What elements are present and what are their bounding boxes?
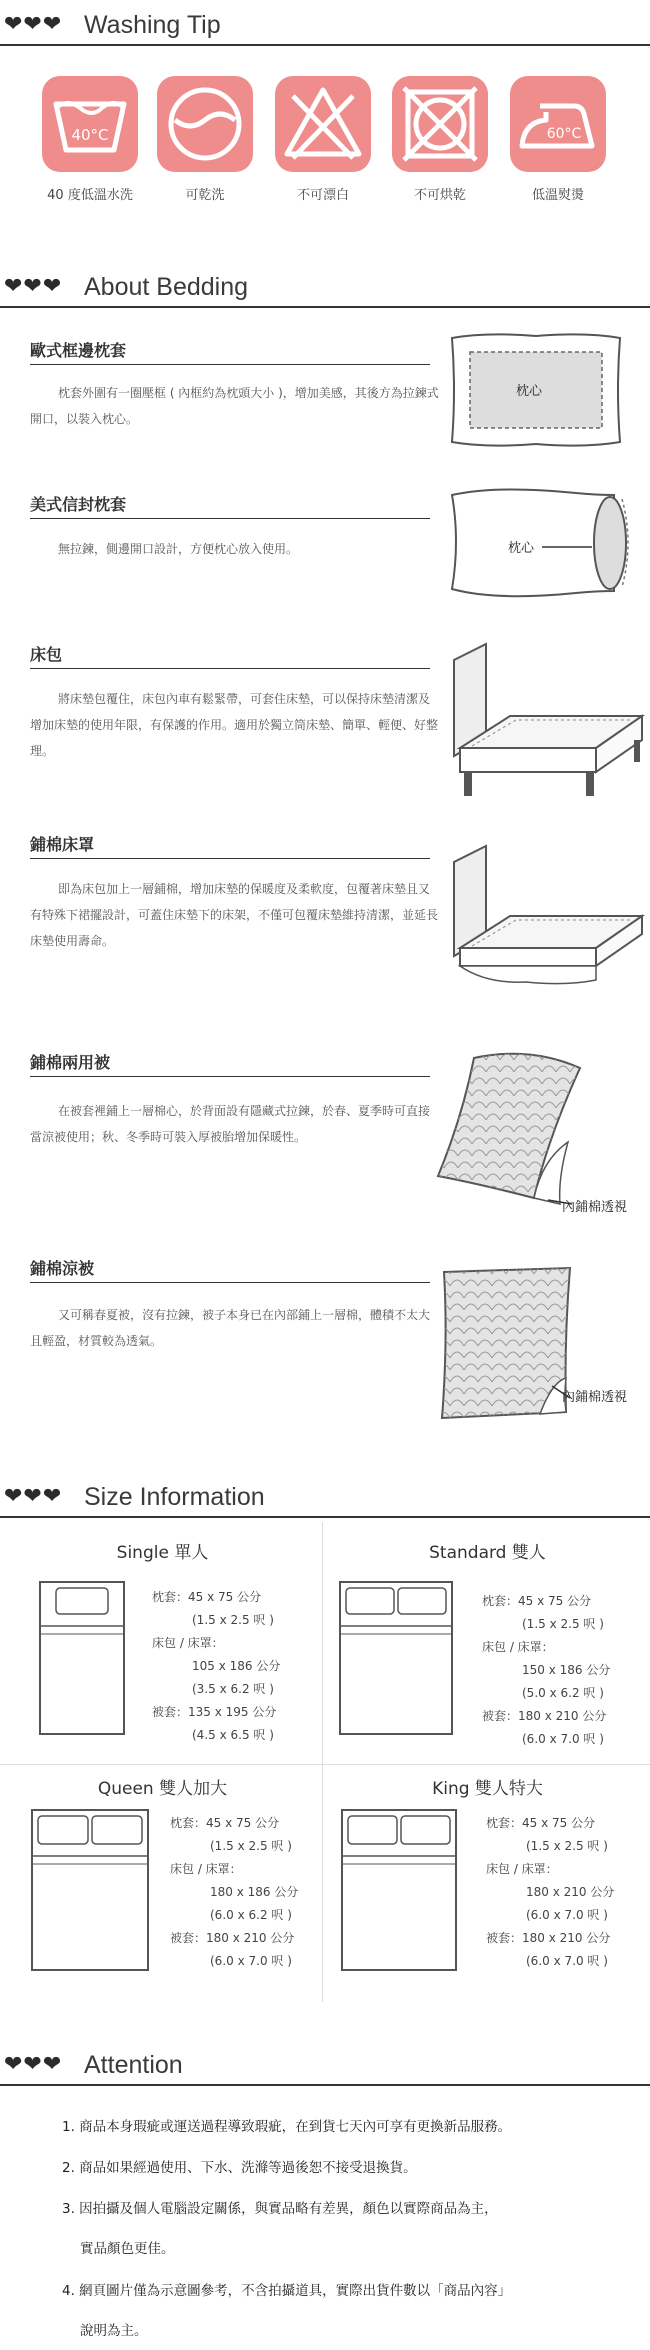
- about-bedding-header: [0, 268, 650, 308]
- bedding-item-rule: [30, 668, 430, 669]
- wash-40-label: 40 度低溫水洗: [47, 188, 133, 203]
- size-title-queen: Queen 雙人加大: [97, 1779, 228, 1799]
- about-bedding-title: About Bedding: [84, 273, 249, 301]
- size-spec-standard: 枕套：45 x 75 公分 (1.5 x 2.5 呎 ) 床包 / 床罩： 150 x 186 公分 (5.0 x 6.2 呎 ) 被套：180 x 210 公分 (6.0 x 7.0 呎 ): [482, 1594, 611, 1746]
- size-title-single: Single 單人: [116, 1543, 209, 1563]
- hearts-icon: ❤❤❤: [4, 12, 63, 37]
- attention-item: 2. 商品如果經過使用、下水、洗滌等過後恕不接受退換貨。: [62, 2160, 417, 2176]
- section-rule: [0, 1516, 650, 1518]
- hearts-icon: ❤❤❤: [4, 1484, 63, 1509]
- size-information-title: Size Information: [84, 1483, 265, 1511]
- king-bed-diagram: [340, 1808, 460, 1980]
- queen-bed-diagram: [30, 1808, 152, 1980]
- dry-clean-icon: [157, 76, 253, 172]
- dual-quilt-illustration: [430, 1048, 590, 1217]
- bedding-item-title: 鋪棉床罩: [30, 835, 95, 854]
- fitted-sheet-illustration: [446, 640, 646, 814]
- bedding-item-rule: [30, 1282, 430, 1283]
- no-tumble-dry-icon: [392, 76, 488, 172]
- svg-text:40°C: 40°C: [71, 126, 109, 144]
- pillow-insert-label: 枕心: [508, 541, 535, 556]
- size-spec-queen: 枕套：45 x 75 公分 (1.5 x 2.5 呎 ) 床包 / 床罩： 180 x 186 公分 (6.0 x 6.2 呎 ) 被套：180 x 210 公分 (6.0 x 7.0 呎 ): [170, 1816, 299, 1968]
- bedding-item-desc: 又可稱春夏被，沒有拉鍊，被子本身已在內部鋪上一層棉，體積不太大且輕盈，材質較為透氣。: [30, 1308, 431, 1348]
- bedding-item-title: 鋪棉涼被: [30, 1259, 95, 1278]
- hearts-icon: ❤❤❤: [4, 2052, 63, 2077]
- quilted-bedspread-illustration: [446, 842, 646, 1016]
- attention-header: [0, 2046, 650, 2086]
- bedding-item-rule: [30, 364, 430, 365]
- size-grid-divider: [0, 1764, 650, 1765]
- wash-40-icon: [42, 76, 138, 172]
- bedding-item-title: 歐式框邊枕套: [30, 341, 127, 360]
- attention-item: 1. 商品本身瑕疵或運送過程導致瑕疵，在到貨七天內可享有更換新品服務。: [62, 2119, 512, 2135]
- bedding-item-rule: [30, 858, 430, 859]
- size-title-king: King 雙人特大: [432, 1779, 543, 1799]
- attention-item: 3. 因拍攝及個人電腦設定關係，與實品略有差異，顏色以實際商品為主， 實品顏色更佳。: [62, 2201, 498, 2257]
- washing-tip-header: [0, 6, 650, 46]
- attention-item: 4. 網頁圖片僅為示意圖參考，不含拍攝道具，實際出貨件數以「商品內容」 說明為主。: [62, 2283, 512, 2339]
- bedding-item-title: 床包: [30, 645, 63, 664]
- size-title-standard: Standard 雙人: [429, 1543, 546, 1563]
- hearts-icon: ❤❤❤: [4, 274, 63, 299]
- bedding-item-desc: 在被套裡鋪上一層棉心，於背面設有隱藏式拉鍊，於春、夏季時可直接當涼被使用；秋、冬季時可裝入厚被胎增加保暖性。: [30, 1104, 431, 1144]
- size-spec-king: 枕套：45 x 75 公分 (1.5 x 2.5 呎 ) 床包 / 床罩： 180 x 210 公分 (6.0 x 7.0 呎 ) 被套：180 x 210 公分 (6.0 x 7.0 呎 ): [486, 1816, 615, 1968]
- section-rule: [0, 306, 650, 308]
- euro-pillowcase-illustration: [446, 330, 626, 454]
- size-spec-single: 枕套：45 x 75 公分 (1.5 x 2.5 呎 ) 床包 / 床罩： 105 x 186 公分 (3.5 x 6.2 呎 ) 被套：135 x 195 公分 (4.5 x 6.5 呎 ): [152, 1590, 281, 1742]
- washing-tip-title: Washing Tip: [84, 11, 221, 39]
- bedding-item-rule: [30, 518, 430, 519]
- size-grid-divider: [322, 1522, 323, 2002]
- dry-clean-label: 可乾洗: [185, 188, 225, 203]
- section-rule: [0, 2084, 650, 2086]
- bedding-item-title: 美式信封枕套: [30, 495, 127, 514]
- inner-padding-label: 內鋪棉透視: [562, 1200, 628, 1215]
- iron-60-label: 低溫熨燙: [531, 188, 584, 203]
- bedding-item-rule: [30, 1076, 430, 1077]
- size-information-header: [0, 1478, 650, 1518]
- standard-bed-diagram: [338, 1580, 456, 1744]
- bedding-item-desc: 即為床包加上一層鋪棉，增加床墊的保暖度及柔軟度，包覆著床墊且又有特殊下裙擺設計，可蓋住床墊下的床架，不僅可包覆床墊維持清潔，並延長床墊使用壽命。: [30, 882, 439, 948]
- no-tumble-dry-label: 不可烘乾: [413, 188, 466, 203]
- inner-padding-label: 內鋪棉透視: [562, 1390, 628, 1405]
- bedding-item-desc: 將床墊包覆住，床包內車有鬆緊帶，可套住床墊，可以保持床墊清潔及增加床墊的使用年限，有保護的作用。適用於獨立筒床墊、簡單、輕便、好整理。: [30, 692, 439, 758]
- pillow-insert-label: 枕心: [516, 384, 543, 399]
- iron-60-icon: [510, 76, 606, 172]
- bedding-item-desc: 枕套外圍有一圈壓框 ( 內框約為枕頭大小 )，增加美感，其後方為拉鍊式開口，以裝入枕心。: [30, 386, 439, 426]
- envelope-pillowcase-illustration: [446, 485, 636, 604]
- section-rule: [0, 44, 650, 46]
- bedding-item-desc: 無拉鍊，側邊開口設計，方便枕心放入使用。: [58, 542, 299, 556]
- no-bleach-label: 不可漂白: [296, 188, 349, 203]
- svg-text:60°C: 60°C: [546, 126, 582, 142]
- attention-title: Attention: [84, 2051, 183, 2079]
- single-bed-diagram: [38, 1580, 128, 1744]
- bedding-item-title: 鋪棉兩用被: [30, 1053, 111, 1072]
- no-bleach-icon: [275, 76, 371, 172]
